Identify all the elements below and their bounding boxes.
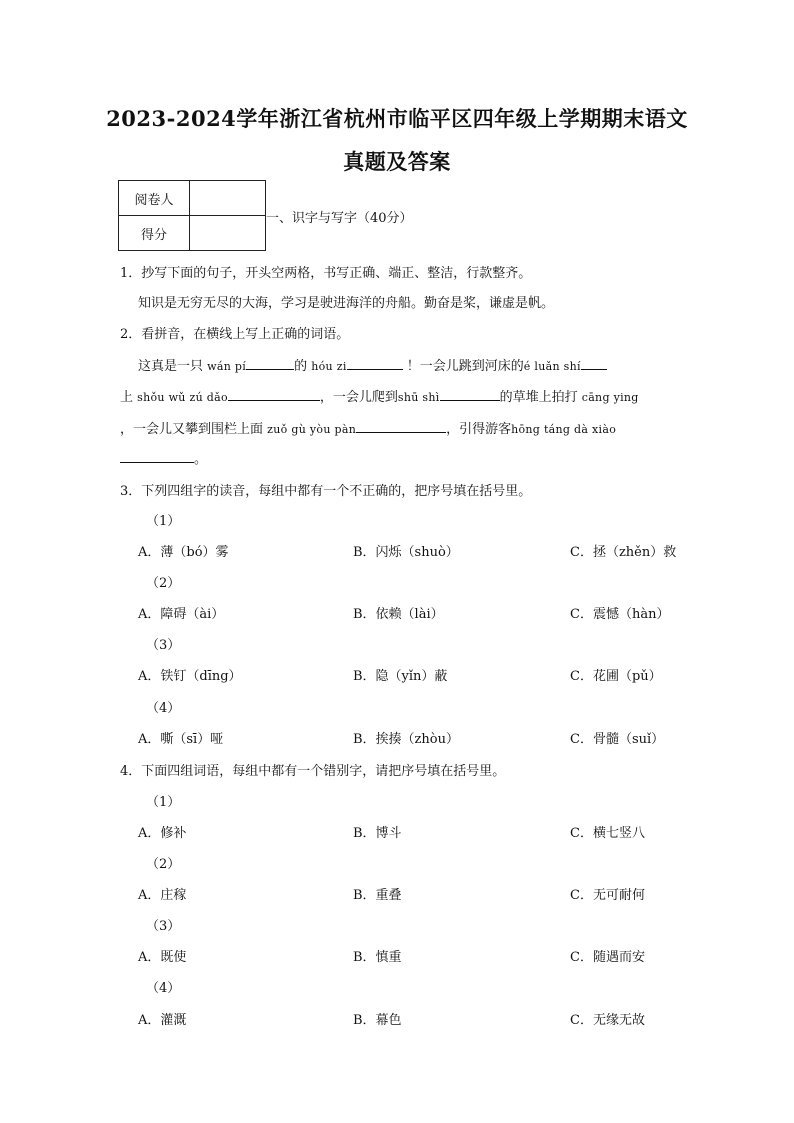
q3-group-number: （4） — [146, 701, 181, 716]
q4-group-number: （3） — [146, 919, 181, 934]
q1-stem: 1．抄写下面的句子，开头空两格，书写正确、端正、整洁，行款整齐。 — [120, 266, 532, 281]
pinyin: zuǒ gù yòu pàn — [267, 423, 357, 436]
q2-text: ，一会儿又攀到围栏上面 — [120, 422, 264, 437]
q2-line-3 — [120, 418, 616, 437]
score-label: 得分 — [119, 216, 190, 251]
q4-option-b: B．重叠 — [353, 888, 402, 903]
pinyin: é luǎn shí — [523, 360, 581, 373]
answer-blank[interactable] — [228, 388, 320, 401]
q3-option-a: A．障碍（ài） — [138, 607, 225, 622]
q3-option-a: A．嘶（sī）哑 — [138, 732, 224, 747]
score-cell — [190, 216, 266, 251]
q3-option-c: C．拯（zhěn）救 — [570, 545, 677, 560]
q3-option-c: C．震憾（hàn） — [570, 607, 670, 622]
q3-group-number: （1） — [146, 514, 181, 529]
q4-option-c: C．随遇而安 — [570, 950, 645, 965]
answer-blank[interactable] — [356, 420, 446, 433]
pinyin: wán pí — [207, 360, 247, 373]
reviewer-cell — [190, 181, 266, 216]
answer-blank[interactable] — [581, 357, 607, 370]
q4-option-a: A．灌溉 — [138, 1013, 187, 1028]
answer-blank[interactable] — [347, 357, 403, 370]
q2-text: ，一会儿爬到 — [319, 390, 398, 405]
reviewer-label: 阅卷人 — [119, 181, 190, 216]
q2-text: 上 — [120, 390, 134, 405]
q3-option-b: B．依赖（lài） — [353, 607, 444, 622]
q4-group-number: （4） — [146, 981, 181, 996]
q3-stem: 3．下列四组字的读音，每组中都有一个不正确的，把序号填在括号里。 — [120, 484, 532, 499]
q4-option-c: C．无缘无故 — [570, 1013, 645, 1028]
q2-line-4 — [120, 448, 207, 467]
q3-group-number: （2） — [146, 576, 181, 591]
pinyin: hóu zi — [311, 360, 347, 373]
q3-option-c: C．骨髓（suǐ） — [570, 732, 665, 747]
pinyin: shū shì — [397, 391, 440, 404]
q4-group-number: （1） — [146, 795, 181, 810]
q1-sentence: 知识是无穷无尽的大海，学习是驶进海洋的舟船。勤奋是桨，谦虚是帆。 — [138, 296, 555, 311]
q4-stem: 4．下面四组词语，每组中都有一个错别字，请把序号填在括号里。 — [120, 764, 506, 779]
pinyin: hōng táng dà xiào — [511, 423, 617, 436]
q4-option-b: B．慎重 — [353, 950, 402, 965]
q4-option-b: B．幕色 — [353, 1013, 402, 1028]
q2-text: ！一会儿跳到河床的 — [406, 359, 524, 374]
q3-option-b: B．闪烁（shuò） — [353, 545, 459, 560]
q2-text: 这真是一只 — [138, 359, 204, 374]
q2-text: 。 — [194, 452, 208, 467]
q3-option-b: B．挨揍（zhòu） — [353, 732, 459, 747]
answer-blank[interactable] — [120, 450, 194, 463]
q4-option-c: C．无可耐何 — [570, 888, 645, 903]
q2-text: 的 — [294, 359, 308, 374]
page-title-line-2: 真题及答案 — [343, 149, 451, 174]
q4-option-a: A．修补 — [138, 826, 187, 841]
q3-option-b: B．隐（yǐn）蔽 — [353, 669, 448, 684]
q4-group-number: （2） — [146, 857, 181, 872]
q4-option-a: A．庄稼 — [138, 888, 187, 903]
q2-line-1 — [138, 355, 607, 374]
q3-option-a: A．薄（bó）雾 — [138, 545, 229, 560]
section-heading: 一、识字与写字（40分） — [266, 211, 413, 226]
q2-line-2 — [120, 386, 639, 405]
pinyin: shǒu wǔ zú dǎo — [137, 391, 228, 404]
q3-group-number: （3） — [146, 638, 181, 653]
q2-text: ，引得游客 — [446, 422, 512, 437]
answer-blank[interactable] — [246, 357, 294, 370]
q4-option-c: C．横七竖八 — [570, 826, 645, 841]
answer-blank[interactable] — [440, 388, 500, 401]
q4-option-b: B．博斗 — [353, 826, 402, 841]
pinyin: cāng ying — [581, 391, 639, 404]
page-title-line-1: 2023-2024学年浙江省杭州市临平区四年级上学期期末语文 — [106, 106, 688, 131]
q2-text: 的草堆上拍打 — [499, 390, 578, 405]
score-table — [118, 180, 266, 251]
q3-option-c: C．花圃（pǔ） — [570, 669, 662, 684]
q3-option-a: A．铁钉（dīng） — [138, 669, 242, 684]
q2-stem: 2．看拼音，在横线上写上正确的词语。 — [120, 327, 350, 342]
q4-option-a: A．既使 — [138, 950, 187, 965]
